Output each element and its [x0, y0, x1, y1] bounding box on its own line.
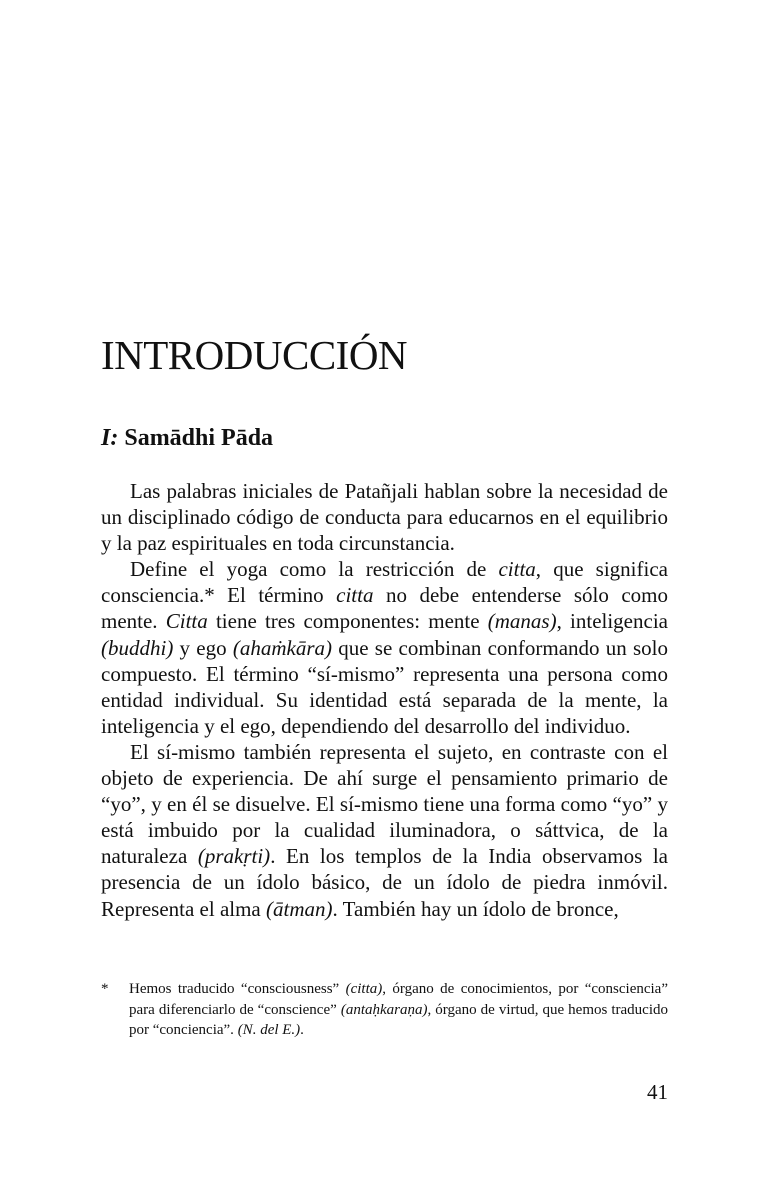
text-run: , órgano de virtud, que hemos traducido por “conciencia”. [129, 1001, 668, 1038]
italic-term: (citta) [345, 981, 383, 997]
footnote [101, 979, 668, 1041]
italic-term: (buddhi) [101, 635, 174, 660]
section-heading [101, 424, 273, 453]
text-run: , inteligencia [556, 609, 668, 634]
italic-term: (ahaṁkāra) [232, 635, 333, 660]
italic-term: (N. del E.) [237, 1022, 301, 1038]
italic-term: (prakṛti) [197, 844, 271, 869]
text-run: Hemos traducido “consciousness” [129, 981, 346, 997]
text-run: . [300, 1022, 304, 1038]
page-number: 41 [647, 1080, 668, 1104]
text-run: , órgano de conocimientos, por “consciencia” para diferenciarlo de “conscience” [129, 981, 668, 1018]
paragraph-1: Las palabras iniciales de Patañjali hablan sobre la necesidad de un disciplinado código de conducta para educarnos en el equilibrio y la paz espirituales en toda circunstancia. [101, 479, 668, 556]
italic-term: citta [498, 557, 536, 582]
text-run: El sí-mismo también representa el sujeto, en contraste con el objeto de experiencia. De ahí surge el pensamiento primario de “yo”, y en él se disuelve. El sí-mismo tiene una forma como “yo” y está imbuido por la cualidad iluminadora, o sáttvica, de la naturaleza [101, 739, 668, 869]
paragraph-3 [101, 739, 668, 922]
text-run: y ego [173, 635, 233, 660]
text-run: . En los templos de la India observamos la presencia de un ídolo básico, de un ídolo de piedra inmóvil. Representa el alma [101, 844, 668, 921]
italic-term: (ātman) [266, 896, 333, 921]
text-run: Define el yoga como la restricción de [130, 557, 499, 582]
italic-term: (antaḥkaraṇa) [340, 1001, 428, 1018]
footnote-mark: * [101, 981, 109, 997]
text-run: no debe entenderse sólo como mente. [101, 583, 668, 634]
text-run: . También hay un ídolo de bronce, [332, 896, 619, 921]
italic-term: citta [336, 583, 374, 608]
chapter-title: INTRODUCCIÓN [101, 332, 408, 378]
italic-term: Citta [165, 609, 208, 634]
text-run: tiene tres componentes: mente [207, 609, 488, 634]
footnote-text [129, 979, 668, 1041]
text-run: que se combinan conformando un solo compuesto. El término “sí-mismo” representa una persona como entidad individual. Su identidad está separada de la mente, la inteligencia y el ego, dependiendo del desarrollo del individuo. [101, 635, 669, 738]
body-text [101, 478, 668, 922]
text-run: , que significa consciencia.* El término [101, 557, 668, 608]
paragraph-2 [101, 556, 668, 739]
italic-term: (manas) [487, 609, 557, 634]
section-number: I: [101, 425, 119, 451]
section-title: Samādhi Pāda [124, 425, 274, 451]
